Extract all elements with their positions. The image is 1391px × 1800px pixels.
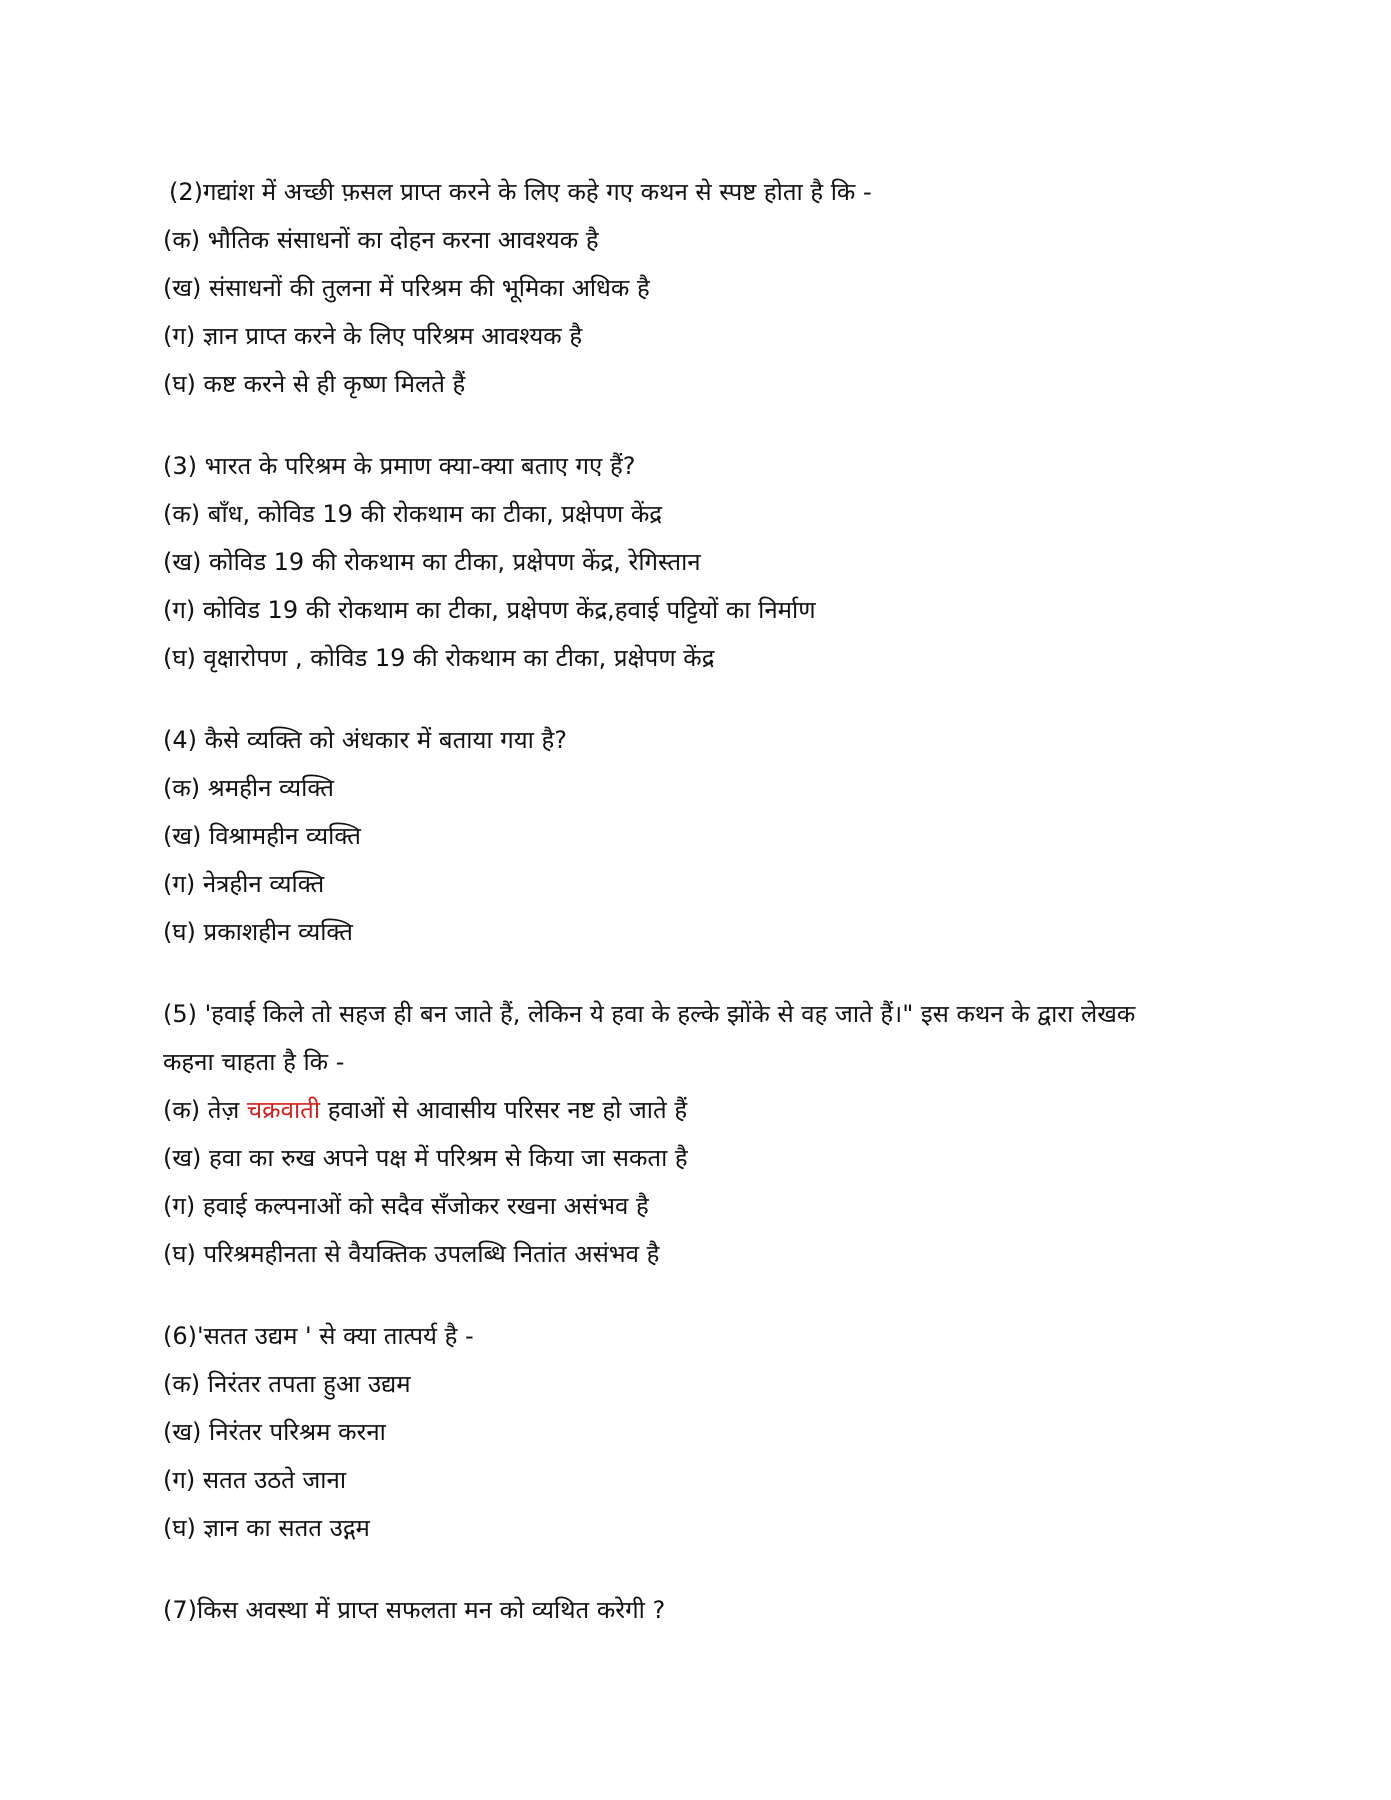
question-3-option-kha: (ख) कोविड 19 की रोकथाम का टीका, प्रक्षेपण केंद्र, रेगिस्तान [163,548,701,576]
option-prefix: (क) तेज़ [163,1096,240,1124]
question-3-text: (3) भारत के परिश्रम के प्रमाण क्या-क्या बताए गए हैं? [163,452,636,480]
question-2-option-gha: (घ) कष्ट करने से ही कृष्ण मिलते हैं [163,370,466,398]
question-2-text: (2)गद्यांश में अच्छी फ़सल प्राप्त करने के लिए कहे गए कथन से स्पष्ट होता है कि - [169,178,872,206]
question-2-option-ka: (क) भौतिक संसाधनों का दोहन करना आवश्यक है [163,226,599,254]
question-3-option-ka: (क) बाँध, कोविड 19 की रोकथाम का टीका, प्रक्षेपण केंद्र [163,500,662,528]
question-5-text-line1: (5) 'हवाई किले तो सहज ही बन जाते हैं, लेकिन ये हवा के हल्के झोंके से वह जाते हैं।" इस कथन के द्वारा लेखक [163,1000,1136,1028]
question-5-option-gha: (घ) परिश्रमहीनता से वैयक्तिक उपलब्धि नितांत असंभव है [163,1240,660,1268]
option-suffix: हवाओं से आवासीय परिसर नष्ट हो जाते हैं [327,1096,688,1124]
question-3-option-gha: (घ) वृक्षारोपण , कोविड 19 की रोकथाम का टीका, प्रक्षेपण केंद्र [163,644,715,672]
question-4-text: (4) कैसे व्यक्ति को अंधकार में बताया गया है? [163,726,567,754]
question-4-option-gha: (घ) प्रकाशहीन व्यक्ति [163,918,353,946]
question-5-option-ka [163,1086,1303,1134]
question-6-text: (6)'सतत उद्यम ' से क्या तात्पर्य है - [163,1322,474,1350]
question-6-option-ga: (ग) सतत उठते जाना [163,1466,347,1494]
question-2-option-ga: (ग) ज्ञान प्राप्त करने के लिए परिश्रम आवश्यक है [163,322,583,350]
question-5-option-ga: (ग) हवाई कल्पनाओं को सदैव सँजोकर रखना असंभव है [163,1192,649,1220]
question-5-option-kha: (ख) हवा का रुख अपने पक्ष में परिश्रम से किया जा सकता है [163,1144,688,1172]
question-2-option-kha: (ख) संसाधनों की तुलना में परिश्रम की भूमिका अधिक है [163,274,650,302]
question-3-option-ga: (ग) कोविड 19 की रोकथाम का टीका, प्रक्षेपण केंद्र,हवाई पट्टियों का निर्माण [163,596,816,624]
question-4-option-kha: (ख) विश्रामहीन व्यक्ति [163,822,361,850]
question-6-option-kha: (ख) निरंतर परिश्रम करना [163,1418,386,1446]
question-7-text: (7)किस अवस्था में प्राप्त सफलता मन को व्यथित करेगी ? [163,1596,666,1624]
question-4-option-ka: (क) श्रमहीन व्यक्ति [163,774,334,802]
question-5-text-line2: कहना चाहता है कि - [163,1048,345,1076]
question-4-option-ga: (ग) नेत्रहीन व्यक्ति [163,870,325,898]
question-6-option-gha: (घ) ज्ञान का सतत उद्गम [163,1514,370,1542]
question-sheet [163,168,1303,1634]
question-6-option-ka: (क) निरंतर तपता हुआ उद्यम [163,1370,411,1398]
highlighted-word: चक्रवाती [246,1096,321,1124]
